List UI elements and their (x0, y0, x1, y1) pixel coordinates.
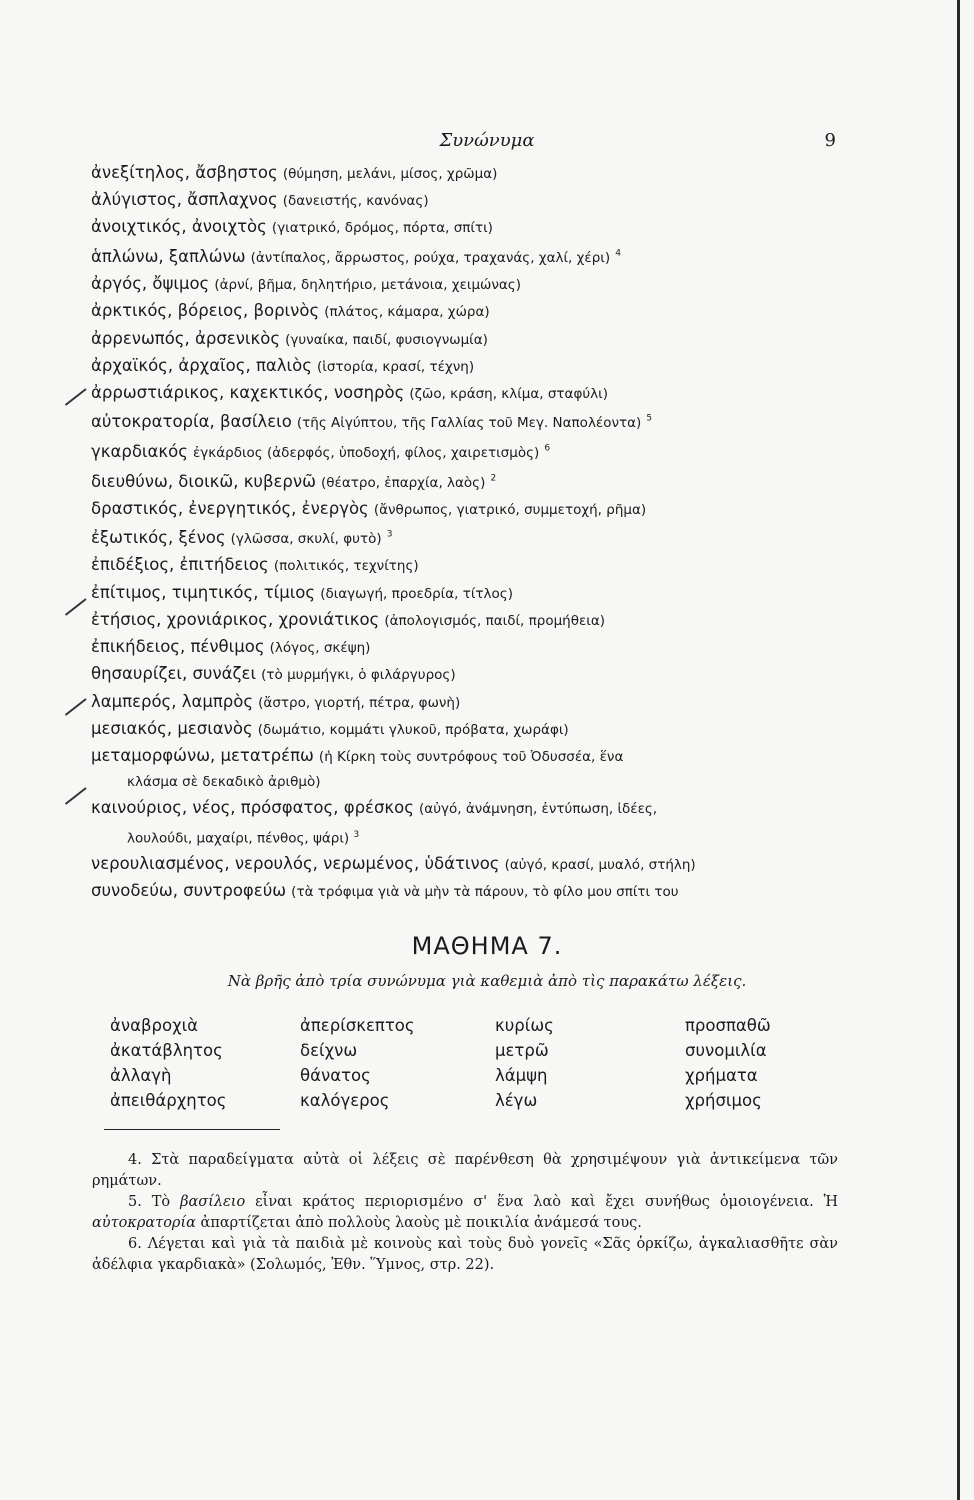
entry-examples: (ἀπολογισμός, παιδί, προμήθεια) (384, 612, 606, 629)
entry-line (91, 555, 419, 574)
entry-examples: (τῆς Αἰγύπτου, τῆς Γαλλίας τοῦ Μεγ. Ναπολέοντα) (296, 415, 642, 432)
footnote-marker: 2 (490, 473, 497, 484)
entry-line (91, 247, 621, 266)
footnote-marker: 4 (615, 248, 621, 259)
exercise-word: καλόγερος (300, 1091, 390, 1110)
entry-examples: (τὸ μυρμήγκι, ὁ φιλάργυρος) (261, 667, 456, 684)
synonym-entry (91, 496, 841, 523)
margin-pencil-mark (65, 388, 87, 406)
synonym-entry (91, 326, 841, 353)
synonym-entry (91, 271, 841, 298)
entry-examples: (ἱστορία, κρασί, τέχνη) (316, 358, 475, 375)
entry-examples: ἐγκάρδιος (ἀδερφός, ὑποδοχή, φίλος, χαιρετισμὸς) (193, 445, 540, 462)
margin-pencil-mark (65, 787, 87, 805)
entry-line (91, 881, 679, 900)
exercise-word-grid (110, 1013, 810, 1113)
entry-headwords: ἐτήσιος, χρονιάρικος, χρονιάτικος (91, 609, 380, 629)
entry-headwords: μεταμορφώνω, μετατρέπω (91, 745, 314, 765)
synonym-entry (91, 878, 841, 905)
footnote-marker: 6 (544, 443, 551, 454)
running-header: Συνώνυμα (439, 130, 535, 151)
entry-headwords: συνοδεύω, συντροφεύω (91, 881, 287, 901)
entry-headwords: ἀνοιχτικός, ἀνοιχτὸς (91, 217, 267, 237)
entry-examples: (διαγωγή, προεδρία, τίτλος) (320, 585, 513, 602)
synonym-entry (91, 353, 841, 380)
synonym-entry (91, 407, 841, 437)
entry-examples: (δωμάτιο, κομμάτι γλυκοῦ, πρόβατα, χωράφι) (257, 721, 569, 738)
lesson-instruction: Νὰ βρῆς ἀπὸ τρία συνώνυμα γιὰ καθεμιὰ ἀπὸ τὶς παρακάτω λέξεις. (227, 972, 747, 990)
entry-line (91, 528, 392, 547)
entry-line (91, 217, 493, 236)
entry-headwords: καινούριος, νέος, πρόσφατος, φρέσκος (91, 798, 414, 818)
synonym-entry (91, 851, 841, 878)
entry-examples: (αὐγό, κρασί, μυαλό, στήλη) (504, 857, 696, 874)
synonym-entry (91, 214, 841, 241)
entry-line (91, 190, 429, 209)
entry-examples: (ἀρνί, βῆμα, δηλητήριο, μετάνοια, χειμώνας) (214, 277, 521, 294)
entry-headwords: λαμπερός, λαμπρὸς (91, 691, 254, 711)
entry-headwords: ἐπικήδειος, πένθιμος (91, 637, 265, 657)
exercise-word: λέγω (495, 1091, 538, 1110)
entry-headwords: ἐπίτιμος, τιμητικός, τίμιος (91, 582, 316, 602)
entry-examples: (πολιτικός, τεχνίτης) (273, 558, 419, 575)
exercise-word: ἀναβροχιὰ (110, 1016, 199, 1035)
exercise-word: ἀπειθάρχητος (110, 1091, 227, 1110)
entry-examples: (πλάτος, κάμαρα, χώρα) (324, 304, 490, 321)
exercise-word: χρήματα (685, 1066, 758, 1085)
entry-line (91, 329, 488, 348)
synonym-entry (91, 552, 841, 579)
entry-line (91, 719, 569, 738)
entry-headwords: ἀρκτικός, βόρειος, βορινὸς (91, 301, 320, 321)
synonym-entry (91, 689, 841, 716)
entry-examples: (γιατρικό, δρόμος, πόρτα, σπίτι) (271, 220, 493, 237)
entry-line (91, 383, 608, 402)
lesson-title: ΜΑΘΗΜΑ 7. (411, 932, 563, 960)
entry-line (91, 746, 623, 765)
margin-pencil-mark (65, 698, 87, 716)
entry-headwords: γκαρδιακός (91, 442, 188, 462)
entry-headwords: ἁπλώνω, ξαπλώνω (91, 246, 246, 266)
synonym-entry (91, 795, 841, 851)
entry-examples: (ζῶο, κράση, κλίμα, σταφύλι) (409, 385, 608, 402)
entry-line (91, 412, 652, 431)
synonym-entry (91, 743, 841, 795)
entry-headwords: θησαυρίζει, συνάζει (91, 664, 257, 684)
exercise-word: χρήσιμος (685, 1091, 762, 1110)
footnote-6: 6. Λέγεται καὶ γιὰ τὰ παιδιὰ μὲ κοινοὺς καὶ τοὺς δυὸ γονεῖς «Σᾶς ὁρκίζω, ἀγκαλιασθῆτε σὰν ἀδέλφια γκαρδιακὰ» (Σολωμός, Ἐθν. Ὕμνος, στρ. 22). (92, 1236, 838, 1273)
synonym-entry (91, 580, 841, 607)
exercise-word: ἀκατάβλητος (110, 1041, 223, 1060)
entry-headwords: ἀλύγιστος, ἄσπλαχνος (91, 190, 278, 210)
entry-examples: (αὐγό, ἀνάμνηση, ἐντύπωση, ἰδέες, (419, 801, 658, 818)
synonym-entry (91, 437, 841, 467)
entry-headwords: αὐτοκρατορία, βασίλειο (91, 412, 292, 432)
entry-examples: (τὰ τρόφιμα γιὰ νὰ μὴν τὰ πάρουν, τὸ φίλο μου σπίτι του (291, 884, 679, 901)
footnote-marker: 3 (353, 829, 360, 840)
footnote-5: 5. Τὸ βασίλειο εἶναι κράτος περιορισμένο σ' ἕνα λαὸ καὶ ἔχει συνήθως ὁμοιογένεια. Ἡ αὐτοκρατορία ἀπαρτίζεται ἀπὸ πολλοὺς λαοὺς μὲ ποικιλία ἀνάμεσά τους. (92, 1194, 839, 1231)
entry-headwords: ἐπιδέξιος, ἐπιτήδειος (91, 555, 269, 575)
margin-pencil-mark (65, 598, 87, 616)
entry-line (91, 356, 474, 375)
entry-line (91, 610, 605, 629)
entry-examples: (δανειστής, κανόνας) (282, 193, 429, 210)
entry-line (91, 163, 497, 182)
exercise-word: κυρίως (495, 1016, 554, 1035)
synonym-entry (91, 523, 841, 553)
synonym-entry (91, 242, 841, 272)
entry-headwords: ἀνεξίτηλος, ἄσβηστος (91, 163, 278, 182)
footnote-4: 4. Στὰ παραδείγματα αὐτὰ οἱ λέξεις σὲ παρένθεση θὰ χρησιμέψουν γιὰ ἀντικείμενα τῶν ρημάτων. (92, 1152, 838, 1189)
entry-examples: (θύμηση, μελάνι, μίσος, χρῶμα) (282, 166, 498, 182)
synonym-entry (91, 634, 841, 661)
entry-examples: (γυναίκα, παιδί, φυσιογνωμία) (285, 331, 488, 348)
entry-headwords: δραστικός, ἐνεργητικός, ἐνεργὸς (91, 498, 369, 518)
exercise-word: προσπαθῶ (685, 1016, 771, 1035)
footnote-marker: 3 (386, 529, 393, 540)
entry-headwords: ἀρρενωπός, ἀρσενικὸς (91, 328, 281, 348)
synonym-list (91, 160, 841, 906)
entry-line (91, 274, 521, 293)
entry-examples: (ἄνθρωπος, γιατρικό, συμμετοχή, ρῆμα) (373, 501, 647, 518)
exercise-word: ἀλλαγὴ (110, 1066, 172, 1085)
entry-headwords: ἐξωτικός, ξένος (91, 528, 226, 548)
page-edge-rule (957, 0, 960, 1500)
synonym-entry (91, 187, 841, 214)
entry-examples: (θέατρο, ἐπαρχία, λαὸς) (321, 474, 486, 491)
exercise-word: λάμψη (495, 1066, 548, 1085)
entry-line (91, 692, 460, 711)
synonym-entry (91, 160, 841, 187)
synonym-entry (91, 716, 841, 743)
exercise-word: συνομιλία (685, 1041, 767, 1060)
entry-line (91, 664, 456, 683)
synonym-entry (91, 466, 841, 496)
footnote-separator (104, 1129, 280, 1130)
entry-line (91, 472, 496, 491)
entry-line (91, 854, 696, 873)
entry-examples: (ἡ Κίρκη τοὺς συντρόφους τοῦ Ὀδυσσέα, ἕνα (318, 748, 624, 765)
entry-headwords: νερουλιασμένος, νερουλός, νερωμένος, ὑδάτινος (91, 854, 500, 874)
entry-examples: (γλῶσσα, σκυλί, φυτὸ) (230, 531, 382, 548)
footnotes (92, 1150, 838, 1276)
entry-headwords: ἀρχαϊκός, ἀρχαῖος, παλιὸς (91, 355, 312, 375)
entry-headwords: μεσιακός, μεσιανὸς (91, 718, 253, 738)
synonym-entry (91, 380, 841, 407)
page-number: 9 (824, 130, 836, 151)
entry-headwords: ἀργός, ὄψιμος (91, 274, 210, 294)
synonym-entry (91, 607, 841, 634)
entry-line (91, 442, 550, 461)
exercise-word: δείχνω (300, 1041, 358, 1060)
entry-continuation-text: κλάσμα σὲ δεκαδικὸ ἀριθμὸ) (127, 774, 321, 791)
entry-continuation (91, 823, 841, 852)
synonym-entry (91, 298, 841, 325)
entry-headwords: διευθύνω, διοικῶ, κυβερνῶ (91, 471, 316, 491)
entry-line (91, 798, 657, 817)
entry-examples: (λόγος, σκέψη) (269, 640, 371, 657)
entry-line (91, 301, 490, 320)
entry-line (91, 637, 370, 656)
footnote-marker: 5 (646, 414, 653, 425)
entry-examples: (ἀντίπαλος, ἄρρωστος, ρούχα, τραχανάς, χαλί, χέρι) (250, 249, 611, 266)
exercise-word: θάνατος (300, 1066, 371, 1085)
exercise-word: ἀπερίσκεπτος (300, 1016, 415, 1035)
entry-continuation (91, 770, 841, 795)
entry-line (91, 583, 513, 602)
entry-continuation-text: λουλούδι, μαχαίρι, πένθος, ψάρι) (127, 830, 350, 847)
exercise-word: μετρῶ (495, 1041, 549, 1060)
entry-headwords: ἀρρωστιάρικος, καχεκτικός, νοσηρὸς (91, 382, 405, 402)
synonym-entry (91, 661, 841, 688)
entry-line (91, 499, 646, 518)
entry-examples: (ἄστρο, γιορτή, πέτρα, φωνὴ) (258, 694, 461, 711)
